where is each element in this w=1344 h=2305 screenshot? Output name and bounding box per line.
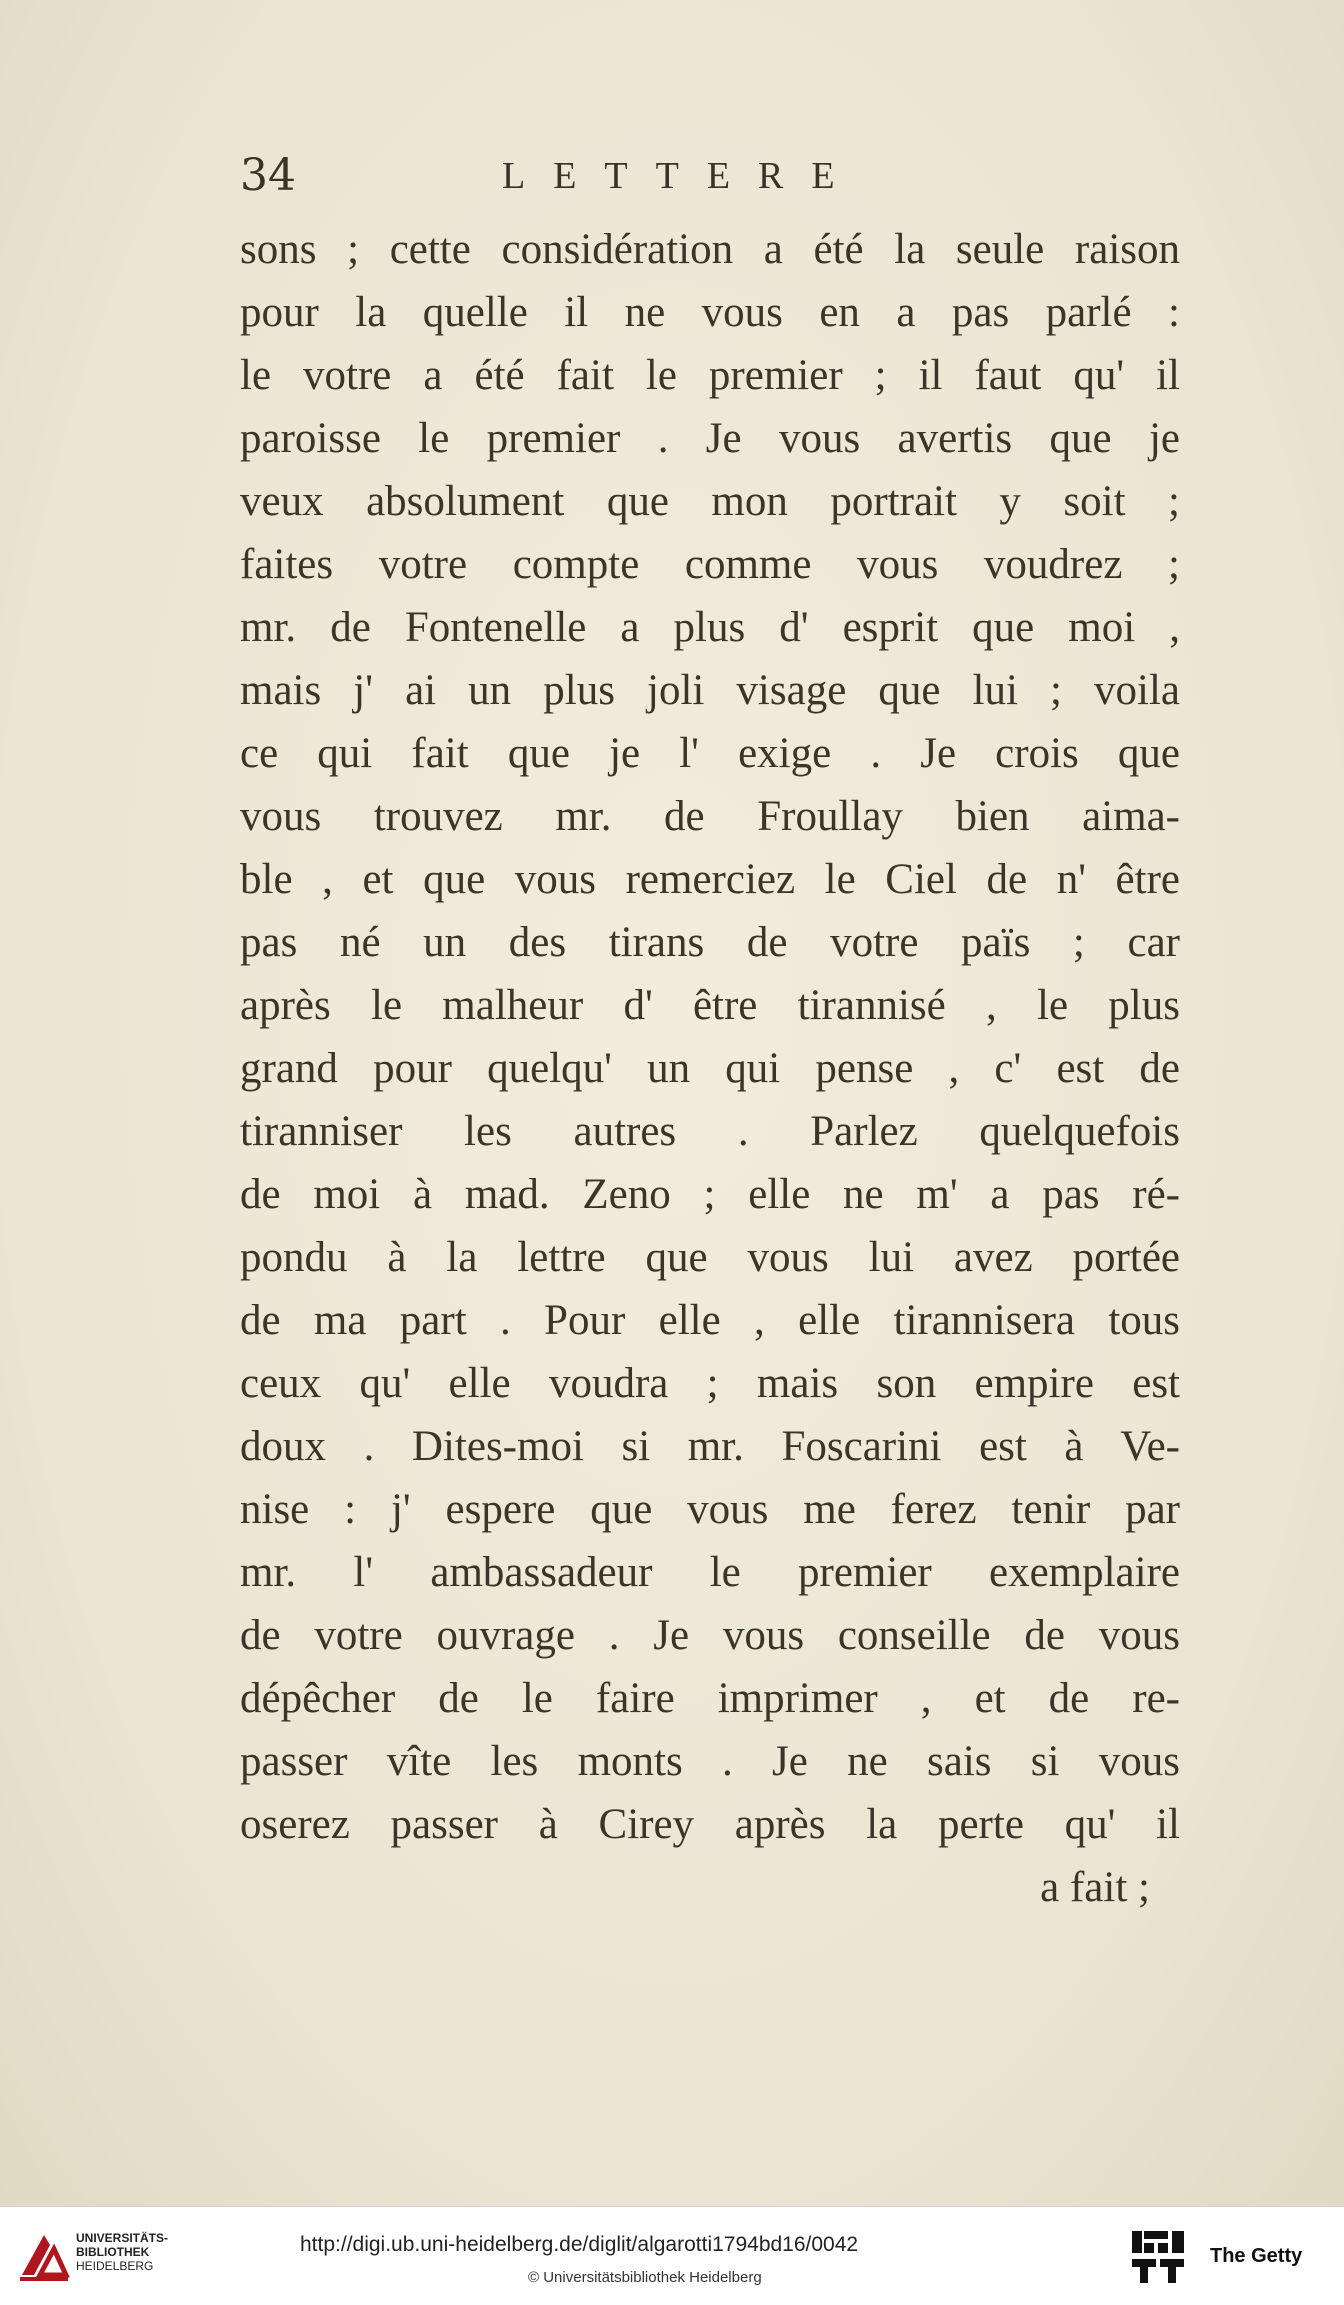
body-text [240, 218, 1180, 1919]
text-line: après le malheur d' être tirannisé , le plus [240, 982, 1180, 1029]
running-head: LETTERE [502, 155, 863, 197]
getty-logo-icon[interactable] [1130, 2229, 1186, 2285]
text-line: pas né un des tirans de votre païs ; car [240, 919, 1180, 966]
text-line: de votre ouvrage . Je vous conseille de vous [240, 1612, 1180, 1659]
catchword: a fait ; [1040, 1864, 1150, 1911]
text-line: veux absolument que mon portrait y soit ; [240, 478, 1180, 525]
institution-line-2: BIBLIOTHEK [76, 2245, 150, 2259]
text-line: de moi à mad. Zeno ; elle ne m' a pas ré- [240, 1171, 1180, 1218]
institution-line-3: HEIDELBERG [76, 2259, 154, 2273]
text-line: oserez passer à Cirey après la perte qu' il [240, 1801, 1180, 1848]
sponsor-name: The Getty [1210, 2245, 1303, 2267]
text-line: mais j' ai un plus joli visage que lui ; voila [240, 667, 1180, 714]
text-line: paroisse le premier . Je vous avertis que je [240, 415, 1180, 462]
page-header [240, 150, 1140, 206]
page-number: 34 [240, 150, 296, 201]
text-line: ce qui fait que je l' exige . Je crois que [240, 730, 1180, 777]
text-line: pondu à la lettre que vous lui avez portée [240, 1234, 1180, 1281]
text-line: ble , et que vous remerciez le Ciel de n' être [240, 856, 1180, 903]
text-line: vous trouvez mr. de Froullay bien aima- [240, 793, 1180, 840]
text-line: doux . Dites-moi si mr. Foscarini est à Ve- [240, 1423, 1180, 1470]
text-line: le votre a été fait le premier ; il faut qu' il [240, 352, 1180, 399]
text-line: nise : j' espere que vous me ferez tenir par [240, 1486, 1180, 1533]
institution-name [76, 2231, 168, 2273]
text-line: mr. de Fontenelle a plus d' esprit que moi , [240, 604, 1180, 651]
permalink-url[interactable]: http://digi.ub.uni-heidelberg.de/diglit/algarotti1794bd16/0042 [300, 2233, 859, 2256]
text-line: de ma part . Pour elle , elle tirannisera tous [240, 1297, 1180, 1344]
footer-bar [0, 2206, 1344, 2305]
text-line: ceux qu' elle voudra ; mais son empire est [240, 1360, 1180, 1407]
text-line: tiranniser les autres . Parlez quelquefois [240, 1108, 1180, 1155]
copyright-notice: © Universitätsbibliothek Heidelberg [528, 2269, 762, 2286]
institution-line-1: UNIVERSITÄTS- [76, 2231, 169, 2245]
text-line: sons ; cette considération a été la seule raison [240, 226, 1180, 273]
text-line: grand pour quelqu' un qui pense , c' est de [240, 1045, 1180, 1092]
text-line: mr. l' ambassadeur le premier exemplaire [240, 1549, 1180, 1596]
text-line: dépêcher de le faire imprimer , et de re- [240, 1675, 1180, 1722]
heidelberg-library-logo-icon[interactable] [14, 2227, 74, 2285]
text-line: faites votre compte comme vous voudrez ; [240, 541, 1180, 588]
text-line: passer vîte les monts . Je ne sais si vous [240, 1738, 1180, 1785]
text-line: pour la quelle il ne vous en a pas parlé : [240, 289, 1180, 336]
